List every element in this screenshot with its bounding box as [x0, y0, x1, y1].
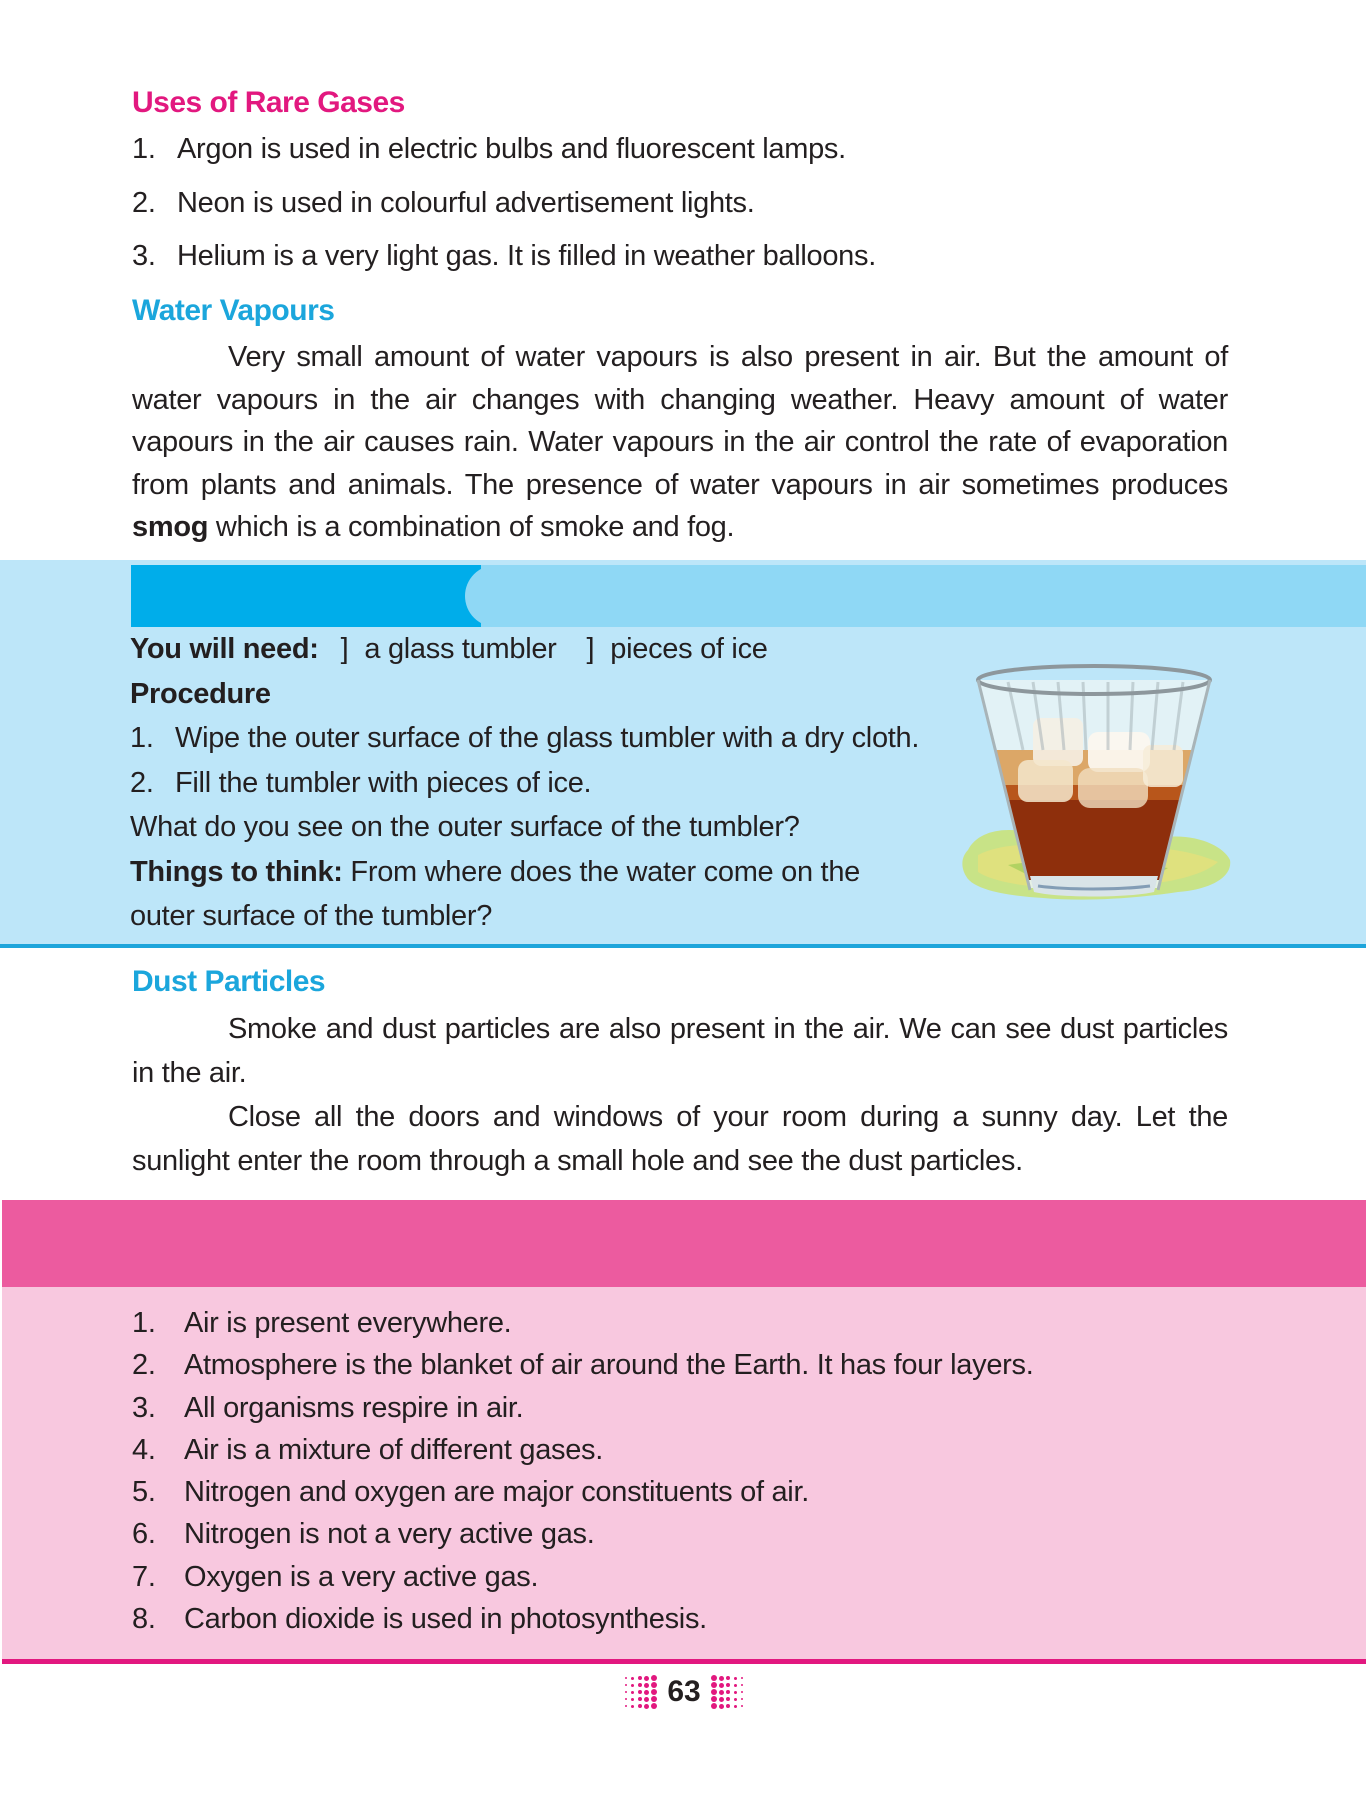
rare-gases-list: [132, 128, 1232, 289]
water-vapours-heading: Water Vapours: [132, 294, 335, 327]
item-number: 6.: [132, 1518, 156, 1551]
item-number: 3.: [132, 240, 156, 272]
item-text: Argon is used in electric bulbs and fluorescent lamps.: [177, 133, 846, 165]
list-item: [132, 182, 1232, 236]
material-item: a glass tumbler: [364, 633, 557, 665]
list-item: [132, 1429, 1232, 1471]
item-text: Atmosphere is the blanket of air around the Earth. It has four layers.: [184, 1349, 1034, 1382]
summary-list: [132, 1302, 1232, 1640]
think-label: Things to think:: [130, 855, 343, 888]
activity-question: What do you see on the outer surface of the tumbler?: [130, 811, 800, 843]
paragraph-text: which is a combination of smoke and fog.: [208, 511, 735, 543]
step-number: 2.: [130, 766, 154, 799]
rare-gases-heading: Uses of Rare Gases: [132, 86, 405, 119]
list-item: [132, 1598, 1232, 1640]
procedure-step: [130, 761, 970, 806]
list-item: [132, 1513, 1232, 1555]
procedure-heading: Procedure: [130, 677, 271, 710]
list-item: [132, 1556, 1232, 1598]
item-number: 1.: [132, 133, 156, 165]
smog-term: smog: [132, 511, 209, 543]
step-number: 1.: [130, 722, 154, 754]
item-number: 8.: [132, 1603, 156, 1636]
step-text: Fill the tumbler with pieces of ice.: [175, 766, 592, 799]
water-vapours-paragraph: [132, 336, 1228, 549]
dust-paragraph-1: Smoke and dust particles are also present in the air. We can see dust particles in the air.: [132, 1013, 1228, 1089]
procedure-step: [130, 716, 970, 761]
activity-banner-curve: [465, 565, 527, 627]
paragraph-text: Very small amount of water vapours is also present in air. But the amount of water vapours in the air changes with changing weather. Heavy amount of water vapours in the air causes rain. Water vapours in the air control the rate of evaporation from plants and animals. The presence of water vapours in air sometimes produces: [132, 341, 1228, 501]
item-number: 5.: [132, 1476, 156, 1509]
item-text: Carbon dioxide is used in photosynthesis.: [184, 1603, 707, 1636]
activity-content: [130, 627, 970, 939]
summary-banner: [2, 1200, 1366, 1287]
item-text: Neon is used in colourful advertisement lights.: [177, 186, 755, 219]
item-number: 7.: [132, 1560, 156, 1593]
list-item: [132, 1302, 1232, 1344]
dust-paragraph-2: Close all the doors and windows of your room during a sunny day. Let the sunlight enter the room through a small hole and see the dust particles.: [132, 1101, 1228, 1177]
item-number: 4.: [132, 1433, 156, 1466]
item-number: 2.: [132, 1349, 156, 1382]
item-text: All organisms respire in air.: [184, 1391, 524, 1424]
activity-banner-tab: [131, 565, 481, 627]
bullet-icon: ]: [340, 633, 349, 665]
think-line: [130, 850, 970, 895]
item-text: Air is a mixture of different gases.: [184, 1433, 604, 1466]
item-text: Nitrogen and oxygen are major constituents of air.: [184, 1476, 809, 1509]
halftone-dots-right-icon: [711, 1675, 746, 1710]
item-text: Nitrogen is not a very active gas.: [184, 1518, 595, 1551]
bullet-icon: ]: [586, 633, 595, 665]
think-text: From where does the water come on the: [342, 855, 860, 888]
step-text: Wipe the outer surface of the glass tumbler with a dry cloth.: [175, 722, 920, 754]
halftone-dots-left-icon: [622, 1675, 657, 1710]
you-will-need-label: You will need:: [130, 633, 319, 665]
glass-tumbler-image: [948, 640, 1238, 910]
list-item: [132, 1471, 1232, 1513]
dust-particles-heading: Dust Particles: [132, 965, 326, 998]
page-footer: [598, 1670, 770, 1714]
materials-line: [130, 627, 970, 672]
material-item: pieces of ice: [610, 633, 768, 665]
item-text: Helium is a very light gas. It is filled in weather balloons.: [177, 240, 876, 272]
item-number: 2.: [132, 186, 156, 219]
item-number: 3.: [132, 1391, 156, 1424]
item-text: Air is present everywhere.: [184, 1307, 512, 1339]
list-item: [132, 128, 1232, 182]
list-item: [132, 235, 1232, 289]
list-item: [132, 1387, 1232, 1429]
item-text: Oxygen is a very active gas.: [184, 1560, 539, 1593]
think-line-continued: outer surface of the tumbler?: [130, 900, 493, 932]
item-number: 1.: [132, 1307, 156, 1339]
page-number: 63: [667, 1675, 701, 1708]
activity-banner: [131, 565, 1366, 627]
list-item: [132, 1344, 1232, 1386]
summary-bottom-rule: [2, 1659, 1366, 1664]
